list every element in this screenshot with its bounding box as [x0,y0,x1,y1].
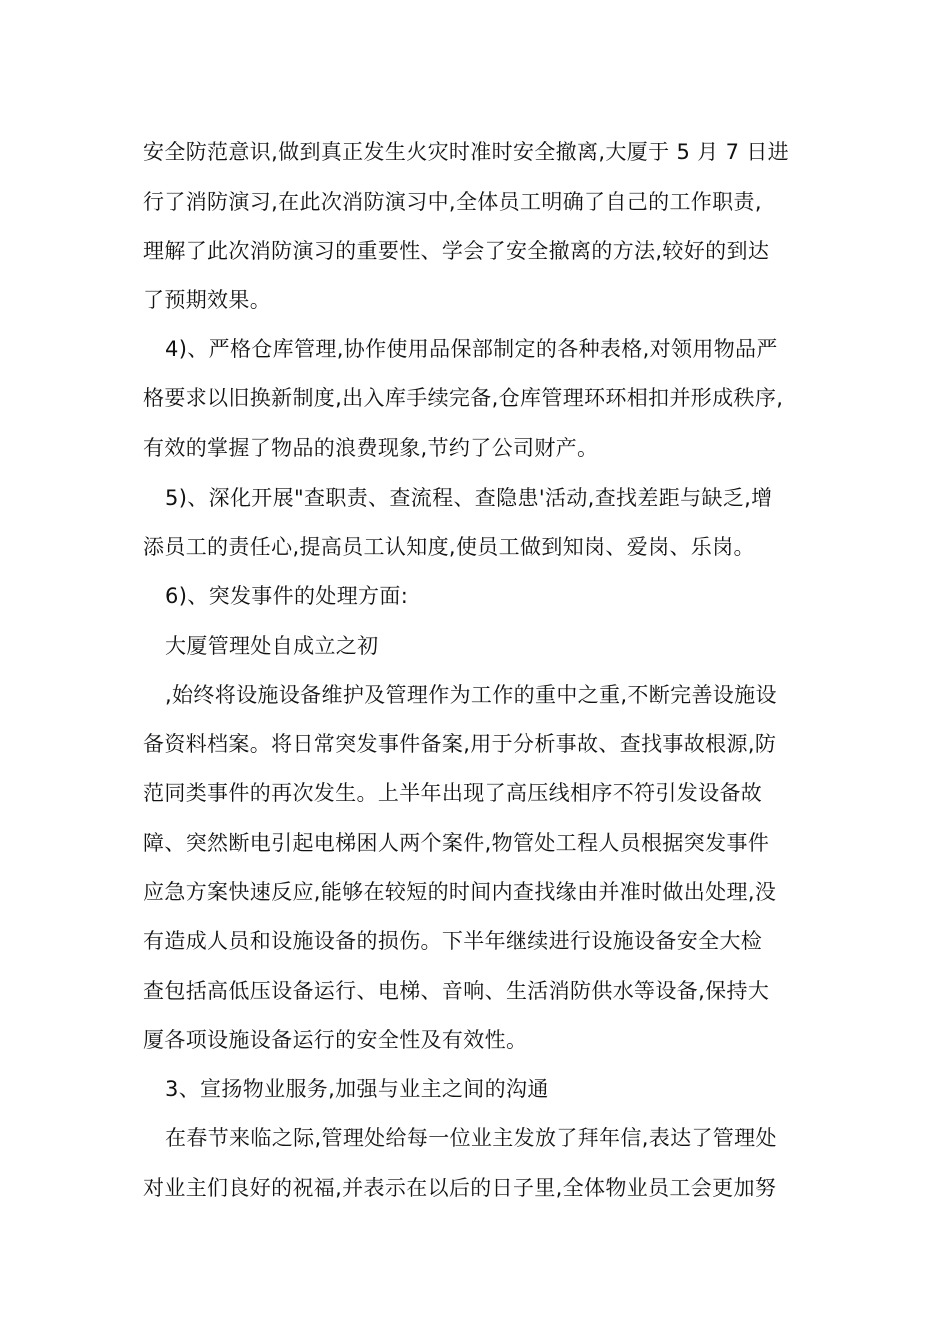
text-line: 有效的掌握了物品的浪费现象,节约了公司财产。 [143,436,599,460]
text-line: 6)、突发事件的处理方面: [165,584,409,608]
text-line: 理解了此次消防演习的重要性、学会了安全撤离的方法,较好的到达 [143,239,770,263]
text-line: 安全防范意识,做到真正发生火灾时准时安全撤离,大厦于 5 月 7 日进 [143,140,790,164]
text-line: 5)、深化开展"查职责、查流程、查隐患'活动,查找差距与缺乏,增 [165,486,773,510]
text-line: 4)、严格仓库管理,协作使用品保部制定的各种表格,对领用物品严 [165,337,778,361]
text-line: 对业主们良好的祝福,并表示在以后的日子里,全体物业员工会更加努 [143,1176,777,1200]
section-heading: 3、宣扬物业服务,加强与业主之间的沟通 [165,1077,549,1101]
text-line: 添员工的责任心,提高员工认知度,使员工做到知岗、爱岗、乐岗。 [143,535,755,559]
text-line: 大厦管理处自成立之初 [165,634,379,658]
text-line: 在春节来临之际,管理处给每一位业主发放了拜年信,表达了管理处 [165,1126,777,1150]
text-line: 行了消防演习,在此次消防演习中,全体员工明确了自己的工作职责, [143,190,762,214]
text-line: 了预期效果。 [143,288,272,312]
text-line: 备资料档案。将日常突发事件备案,用于分析事故、查找事故根源,防 [143,732,777,756]
text-line: 查包括高低压设备运行、电梯、音响、生活消防供水等设备,保持大 [143,979,770,1003]
text-line: 障、突然断电引起电梯困人两个案件,物管处工程人员根据突发事件 [143,831,770,855]
text-line: 有造成人员和设施设备的损伤。下半年继续进行设施设备安全大检 [143,929,763,953]
text-line: 范同类事件的再次发生。上半年出现了高压线相序不符引发设备故 [143,781,763,805]
text-line: 应急方案快速反应,能够在较短的时间内查找缘由并准时做出处理,没 [143,880,777,904]
text-line: ,始终将设施设备维护及管理作为工作的重中之重,不断完善设施设 [165,683,777,707]
text-line: 格要求以旧换新制度,出入库手续完备,仓库管理环环相扣并形成秩序, [143,386,784,410]
text-line: 厦各项设施设备运行的安全性及有效性。 [143,1028,528,1052]
